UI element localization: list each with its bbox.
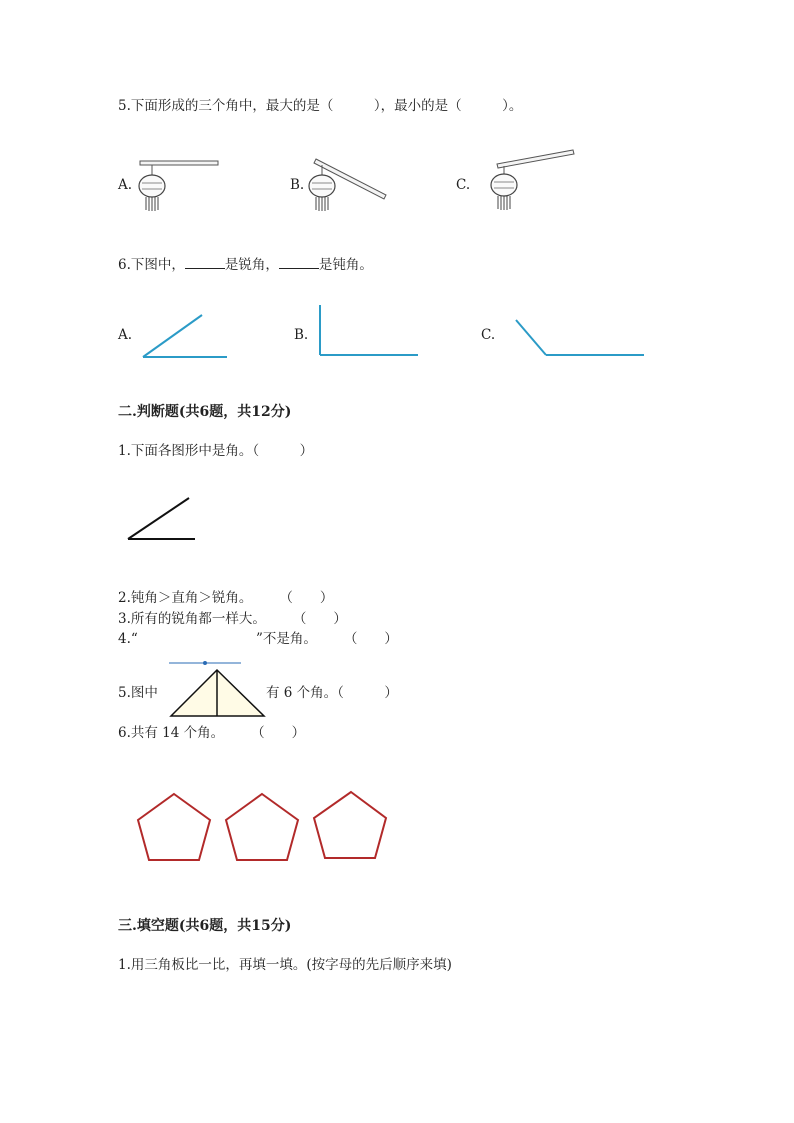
q6-option-a-label: A. <box>118 327 133 343</box>
s2-q5-prefix: 5.图中 <box>118 685 158 701</box>
s2-q1-text: 1.下面各图形中是角。（ ） <box>118 443 314 459</box>
lantern-a-pole <box>140 161 218 165</box>
s2-q5-triangle-figure <box>165 658 275 720</box>
s2-q1-angle-figure <box>124 493 204 543</box>
q6-suffix: 是钝角。 <box>318 257 373 273</box>
section2-heading: 二.判断题(共6题，共12分) <box>118 404 292 420</box>
s2-q3-text: 3.所有的锐角都一样大。 （ ） <box>118 611 347 627</box>
s2-q4-close: ”不是角。 （ ） <box>256 631 398 647</box>
s2-q6-text: 6.共有 14 个角。 （ ） <box>118 725 306 741</box>
section3-heading: 三.填空题(共6题，共15分) <box>118 918 292 934</box>
q6-text <box>118 254 373 274</box>
q5-option-a-label: A. <box>118 177 133 193</box>
q6-blank-acute[interactable] <box>185 254 225 269</box>
lantern-b-body <box>309 175 335 197</box>
q6-option-c-label: C. <box>481 327 496 343</box>
s2-q2-text: 2.钝角＞直角＞锐角。 （ ） <box>118 590 334 606</box>
s3-q1-text: 1.用三角板比一比，再填一填。(按字母的先后顺序来填) <box>118 957 452 973</box>
s2-q4-open: 4.“ <box>118 631 138 647</box>
pentagon-2 <box>226 794 298 860</box>
lantern-a-body <box>139 175 165 197</box>
lantern-b-figure <box>300 155 390 215</box>
q6-blank-obtuse[interactable] <box>279 254 319 269</box>
right-angle-b-figure <box>312 302 422 362</box>
pentagons-figure <box>134 788 394 868</box>
acute-angle-a-figure <box>138 308 238 364</box>
obtuse-angle-c-figure <box>510 314 650 364</box>
lantern-c-figure <box>487 148 577 213</box>
lantern-c-body <box>491 174 517 196</box>
q6-mid: 是锐角， <box>224 257 279 273</box>
q6-option-b-label: B. <box>294 327 309 343</box>
q5-option-c-label: C. <box>456 177 471 193</box>
pentagon-1 <box>138 794 210 860</box>
q5-text: 5.下面形成的三个角中，最大的是（ ），最小的是（ ）。 <box>118 98 523 114</box>
s2-q5-dot <box>203 661 207 665</box>
q5-option-b-label: B. <box>290 177 305 193</box>
q6-prefix: 6.下图中， <box>118 257 185 273</box>
pentagon-3 <box>314 792 386 858</box>
lantern-a-figure <box>135 155 225 215</box>
s2-q5-suffix: 有 6 个角。（ ） <box>266 685 398 701</box>
lantern-c-pole <box>497 150 574 168</box>
